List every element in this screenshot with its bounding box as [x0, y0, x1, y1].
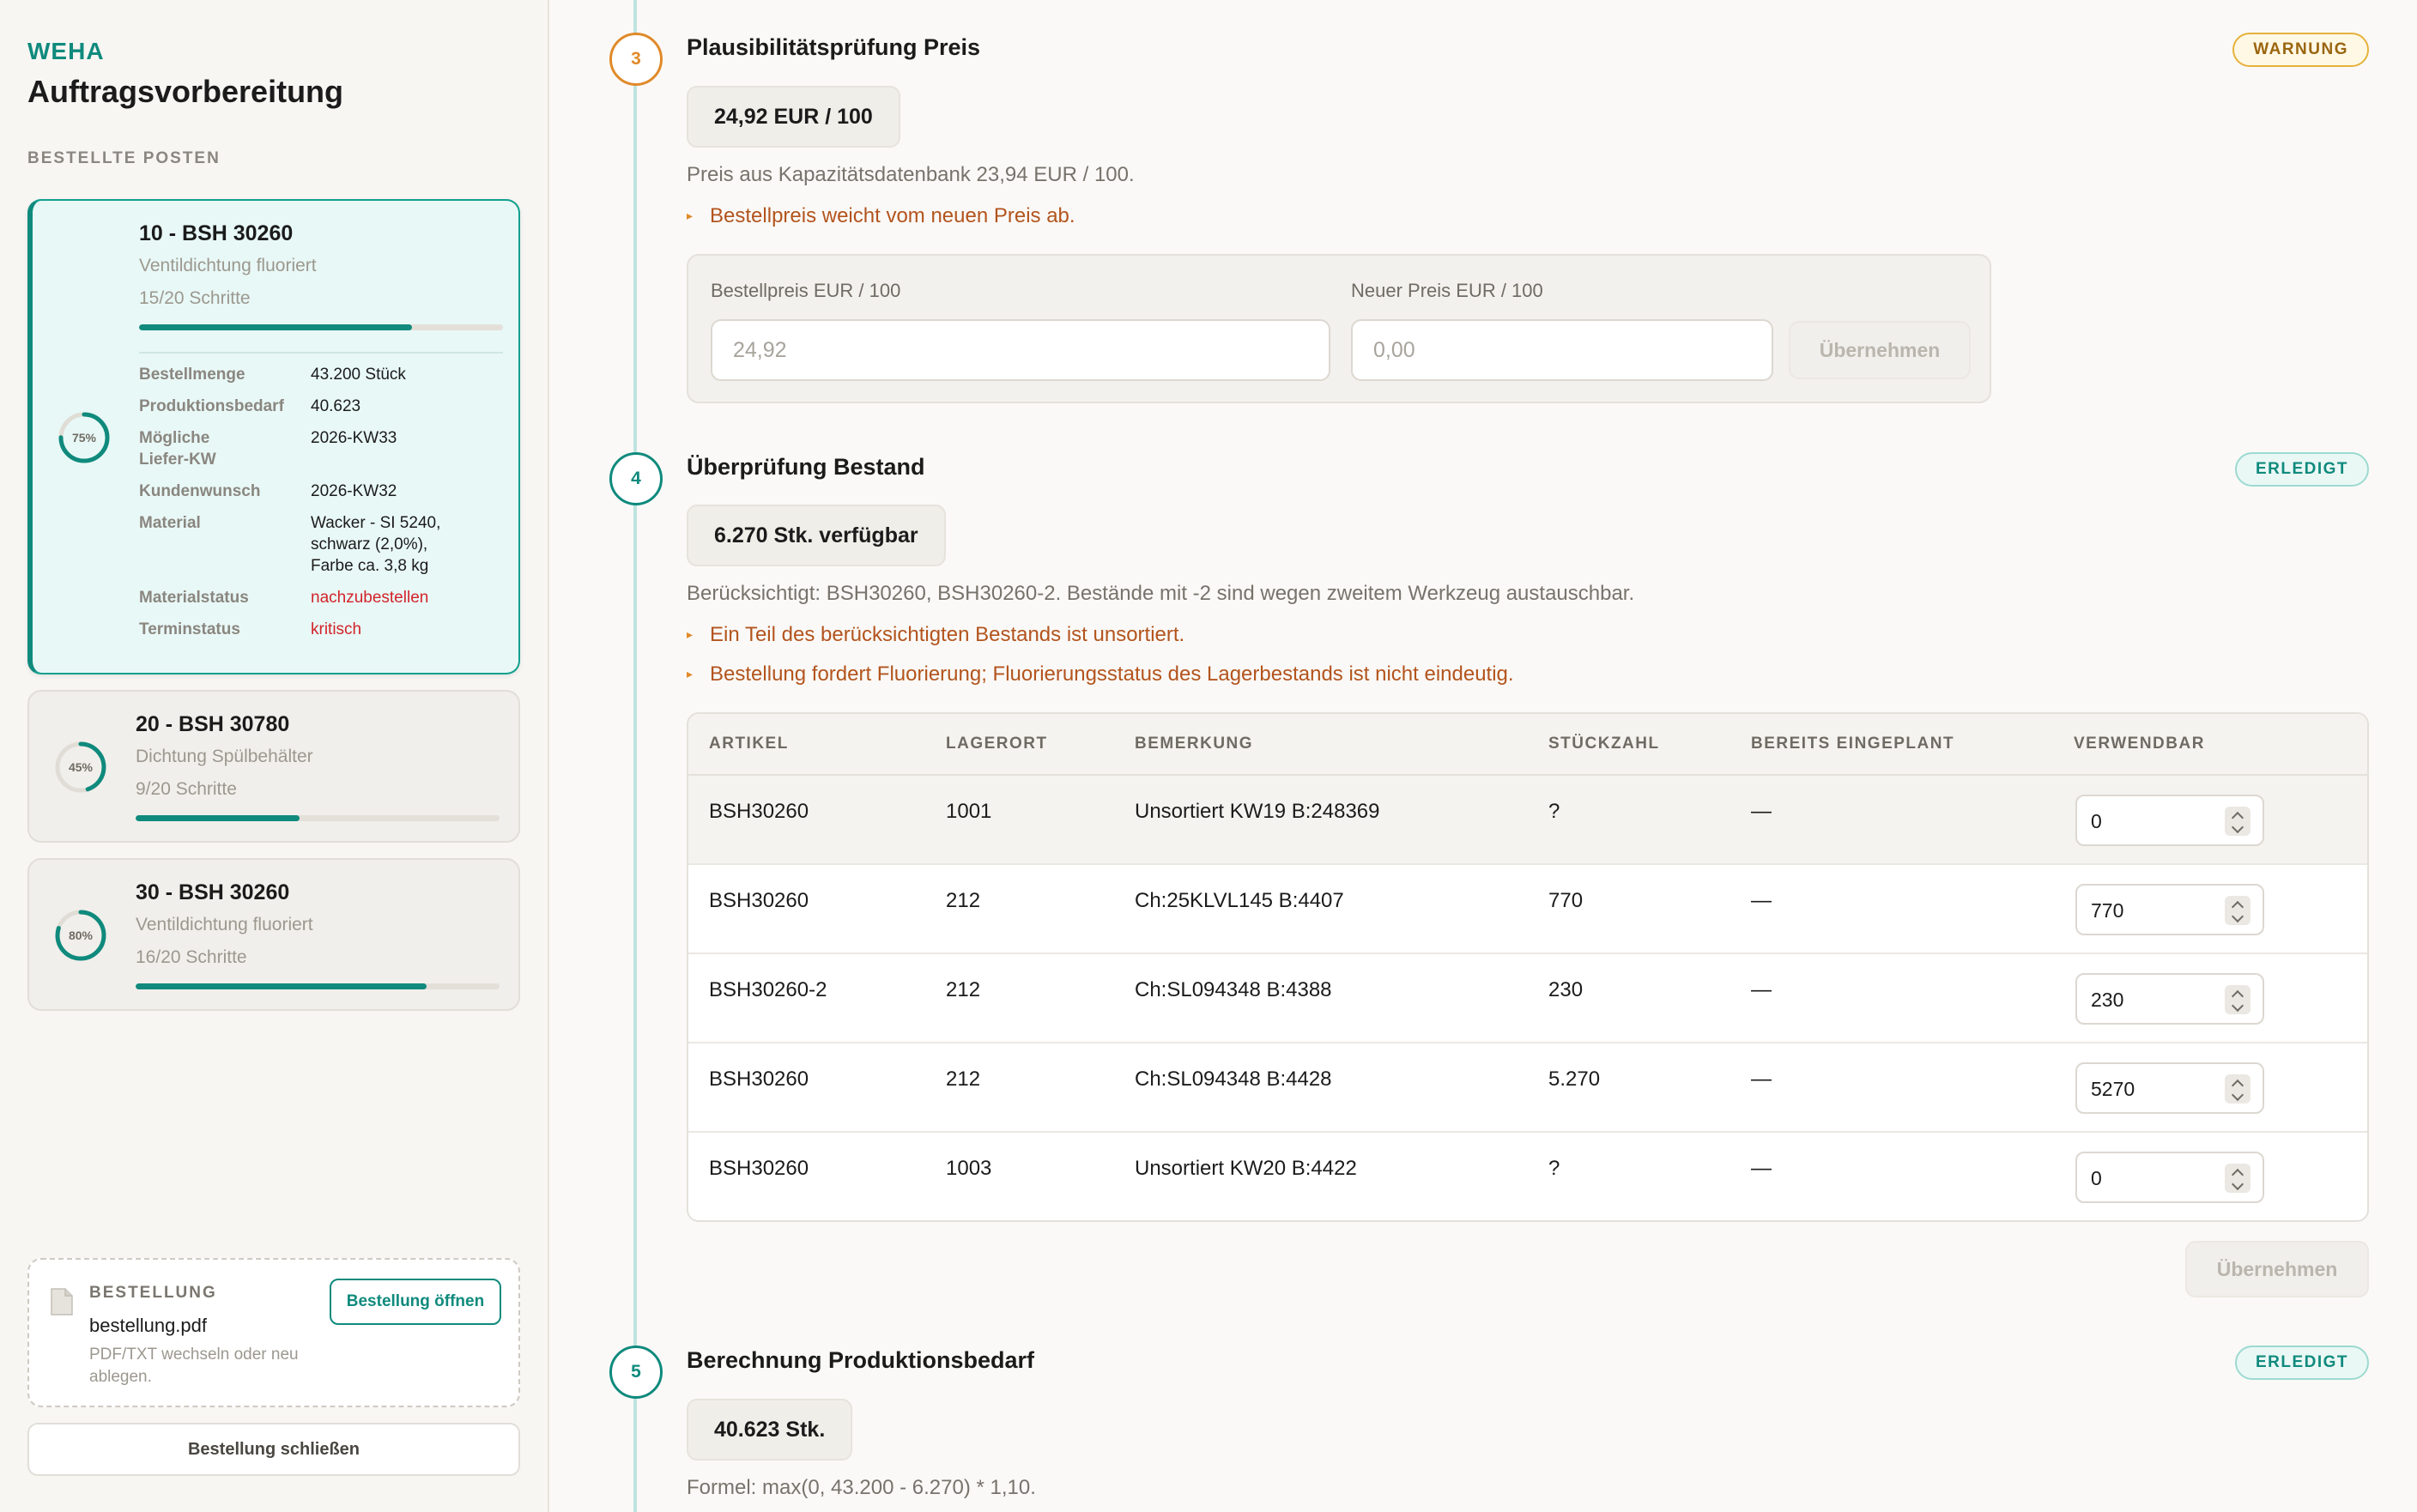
table-row: [688, 954, 2367, 1043]
cell-stueckzahl: ?: [1548, 800, 1560, 823]
table-row: [688, 865, 2367, 954]
brand-logo-text: WEHA: [27, 38, 105, 64]
usable-quantity-input[interactable]: [2075, 1062, 2264, 1114]
progress-percent: 75%: [71, 431, 97, 445]
status-badge-done: ERLEDIGT: [2235, 452, 2369, 487]
column-header-verwendbar: VERWENDBAR: [2074, 735, 2205, 753]
position-steps: 15/20 Schritte: [139, 288, 251, 308]
progress-percent: 80%: [68, 928, 94, 942]
position-progress-fill: [136, 983, 427, 989]
price-edit-panel: [687, 254, 1991, 403]
document-icon: [50, 1287, 74, 1316]
cell-bemerkung: Unsortiert KW19 B:248369: [1135, 800, 1380, 823]
cell-bemerkung: Ch:SL094348 B:4388: [1135, 978, 1332, 1001]
timeline-line: [633, 0, 637, 1512]
cell-stueckzahl: 5.270: [1548, 1067, 1601, 1091]
cell-eingeplant: —: [1751, 800, 1772, 823]
order-upload-dropzone[interactable]: [27, 1258, 520, 1407]
step-number-4: 4: [609, 452, 663, 505]
apply-stock-button[interactable]: Übernehmen: [2185, 1241, 2369, 1297]
position-steps: 9/20 Schritte: [136, 779, 237, 799]
position-title: 30 - BSH 30260: [136, 880, 290, 904]
price-warning-item: ▸ Bestellpreis weicht vom neuen Preis ab.: [687, 204, 1075, 228]
step-number-5: 5: [609, 1346, 663, 1399]
usable-quantity-input[interactable]: [2075, 1152, 2264, 1203]
cell-artikel: BSH30260: [709, 800, 809, 823]
position-details: [139, 352, 503, 650]
column-header-bemerkung: BEMERKUNG: [1135, 735, 1254, 753]
open-order-button[interactable]: Bestellung öffnen: [330, 1279, 501, 1325]
usable-quantity-input[interactable]: [2075, 795, 2264, 846]
position-progress-fill: [136, 815, 300, 821]
usable-quantity-value: 5270: [2091, 1078, 2135, 1100]
usable-quantity-value: 770: [2091, 899, 2124, 922]
position-progress-bar: [139, 324, 503, 330]
apply-price-button[interactable]: Übernehmen: [1789, 321, 1971, 379]
step-title-production: Berechnung Produktionsbedarf: [687, 1347, 1035, 1373]
table-row: [688, 1043, 2367, 1133]
detail-row-bestellmenge: Bestellmenge 43.200 Stück: [139, 366, 406, 384]
upload-label: BESTELLUNG: [89, 1284, 217, 1302]
position-subtitle: Ventildichtung fluoriert: [139, 256, 317, 275]
detail-row-kundenwunsch: Kundenwunsch 2026-KW32: [139, 482, 397, 500]
detail-row-liefer-kw: Mögliche Liefer-KW 2026-KW33: [139, 429, 397, 469]
position-card-10[interactable]: [27, 199, 520, 674]
cell-lagerort: 1003: [946, 1157, 992, 1180]
order-price-input[interactable]: [711, 319, 1330, 381]
stepper-icon[interactable]: [2225, 985, 2250, 1014]
stepper-icon[interactable]: [2225, 896, 2250, 925]
close-order-button[interactable]: Bestellung schließen: [27, 1423, 520, 1476]
column-header-artikel: ARTIKEL: [709, 735, 789, 753]
progress-ring: [57, 410, 112, 465]
stock-warning-item: ▸ Ein Teil des berücksichtigten Bestands ist unsortiert.: [687, 623, 1184, 647]
progress-percent: 45%: [68, 760, 94, 774]
status-badge-done: ERLEDIGT: [2235, 1346, 2369, 1380]
schedule-status-badge: kritisch: [311, 620, 362, 638]
position-steps: 16/20 Schritte: [136, 947, 247, 967]
app-title: Auftragsvorbereitung: [27, 74, 344, 109]
cell-stueckzahl: 770: [1548, 889, 1584, 912]
stock-warning-item: ▸ Bestellung fordert Fluorierung; Fluorierungsstatus des Lagerbestands ist nicht eindeutig.: [687, 662, 1514, 686]
usable-quantity-value: 0: [2091, 810, 2102, 832]
cell-lagerort: 212: [946, 978, 981, 1001]
cell-eingeplant: —: [1751, 889, 1772, 912]
cell-lagerort: 1001: [946, 800, 992, 823]
position-subtitle: Dichtung Spülbehälter: [136, 747, 313, 766]
position-progress-fill: [139, 324, 412, 330]
cell-bemerkung: Unsortiert KW20 B:4422: [1135, 1157, 1357, 1180]
progress-ring-graphic: [57, 410, 112, 465]
cell-eingeplant: —: [1751, 978, 1772, 1001]
cell-artikel: BSH30260: [709, 1157, 809, 1180]
status-badge-warning: WARNUNG: [2232, 33, 2369, 67]
cell-lagerort: 212: [946, 889, 981, 912]
ordered-items-label: BESTELLTE POSTEN: [27, 149, 221, 167]
stock-table: [687, 712, 2369, 1222]
sidebar: [0, 0, 549, 1512]
stock-value-chip: 6.270 Stk. verfügbar: [687, 505, 946, 566]
stepper-icon[interactable]: [2225, 1164, 2250, 1193]
usable-quantity-value: 230: [2091, 989, 2124, 1011]
cell-artikel: BSH30260: [709, 889, 809, 912]
price-description: Preis aus Kapazitätsdatenbank 23,94 EUR / 100.: [687, 163, 1135, 186]
order-price-label: Bestellpreis EUR / 100: [711, 280, 901, 301]
step-title-stock: Überprüfung Bestand: [687, 454, 925, 480]
usable-quantity-input[interactable]: [2075, 973, 2264, 1025]
cell-stueckzahl: ?: [1548, 1157, 1560, 1180]
cell-eingeplant: —: [1751, 1067, 1772, 1091]
cell-bemerkung: Ch:SL094348 B:4428: [1135, 1067, 1332, 1091]
position-progress-bar: [136, 815, 500, 821]
stepper-icon[interactable]: [2225, 807, 2250, 836]
new-price-input[interactable]: [1351, 319, 1773, 381]
detail-row-material: Material Wacker - SI 5240, schwarz (2,0%), Farbe ca. 3,8 kg: [139, 514, 441, 575]
position-progress-bar: [136, 983, 500, 989]
column-header-eingeplant: BEREITS EINGEPLANT: [1751, 735, 1955, 753]
progress-ring: [53, 908, 108, 963]
production-value-chip: 40.623 Stk.: [687, 1399, 852, 1461]
upload-filename: bestellung.pdf: [89, 1315, 207, 1336]
step-title-price: Plausibilitätsprüfung Preis: [687, 34, 981, 60]
stepper-icon[interactable]: [2225, 1074, 2250, 1104]
usable-quantity-value: 0: [2091, 1167, 2102, 1189]
production-formula: Formel: max(0, 43.200 - 6.270) * 1,10.: [687, 1476, 1036, 1499]
upload-hint: PDF/TXT wechseln oder neu ablegen.: [89, 1346, 299, 1386]
position-card-20[interactable]: [27, 690, 520, 843]
cell-lagerort: 212: [946, 1067, 981, 1091]
material-status-badge: nachzubestellen: [311, 589, 429, 607]
progress-ring-graphic: [53, 740, 108, 795]
table-header: [688, 714, 2367, 776]
detail-row-materialstatus: Materialstatus nachzubestellen: [139, 589, 429, 607]
main-content: [551, 0, 2417, 1512]
position-card-30[interactable]: [27, 858, 520, 1011]
stock-description: Berücksichtigt: BSH30260, BSH30260-2. Bestände mit -2 sind wegen zweitem Werkzeug austauschbar.: [687, 582, 1635, 605]
column-header-stueckzahl: STÜCKZAHL: [1548, 735, 1660, 753]
cell-bemerkung: Ch:25KLVL145 B:4407: [1135, 889, 1344, 912]
cell-eingeplant: —: [1751, 1157, 1772, 1180]
cell-stueckzahl: 230: [1548, 978, 1584, 1001]
table-row: [688, 1133, 2367, 1222]
price-value-chip: 24,92 EUR / 100: [687, 86, 900, 148]
position-title: 10 - BSH 30260: [139, 221, 294, 245]
step-number-3: 3: [609, 33, 663, 86]
column-header-lagerort: LAGERORT: [946, 735, 1048, 753]
table-row: [688, 776, 2367, 865]
position-title: 20 - BSH 30780: [136, 712, 290, 736]
new-price-label: Neuer Preis EUR / 100: [1351, 280, 1543, 301]
cell-artikel: BSH30260-2: [709, 978, 827, 1001]
detail-row-produktionsbedarf: Produktionsbedarf 40.623: [139, 397, 361, 415]
cell-artikel: BSH30260: [709, 1067, 809, 1091]
progress-ring-graphic: [53, 908, 108, 963]
usable-quantity-input[interactable]: [2075, 884, 2264, 935]
detail-row-terminstatus: Terminstatus kritisch: [139, 620, 362, 638]
progress-ring: [53, 740, 108, 795]
position-subtitle: Ventildichtung fluoriert: [136, 915, 313, 934]
